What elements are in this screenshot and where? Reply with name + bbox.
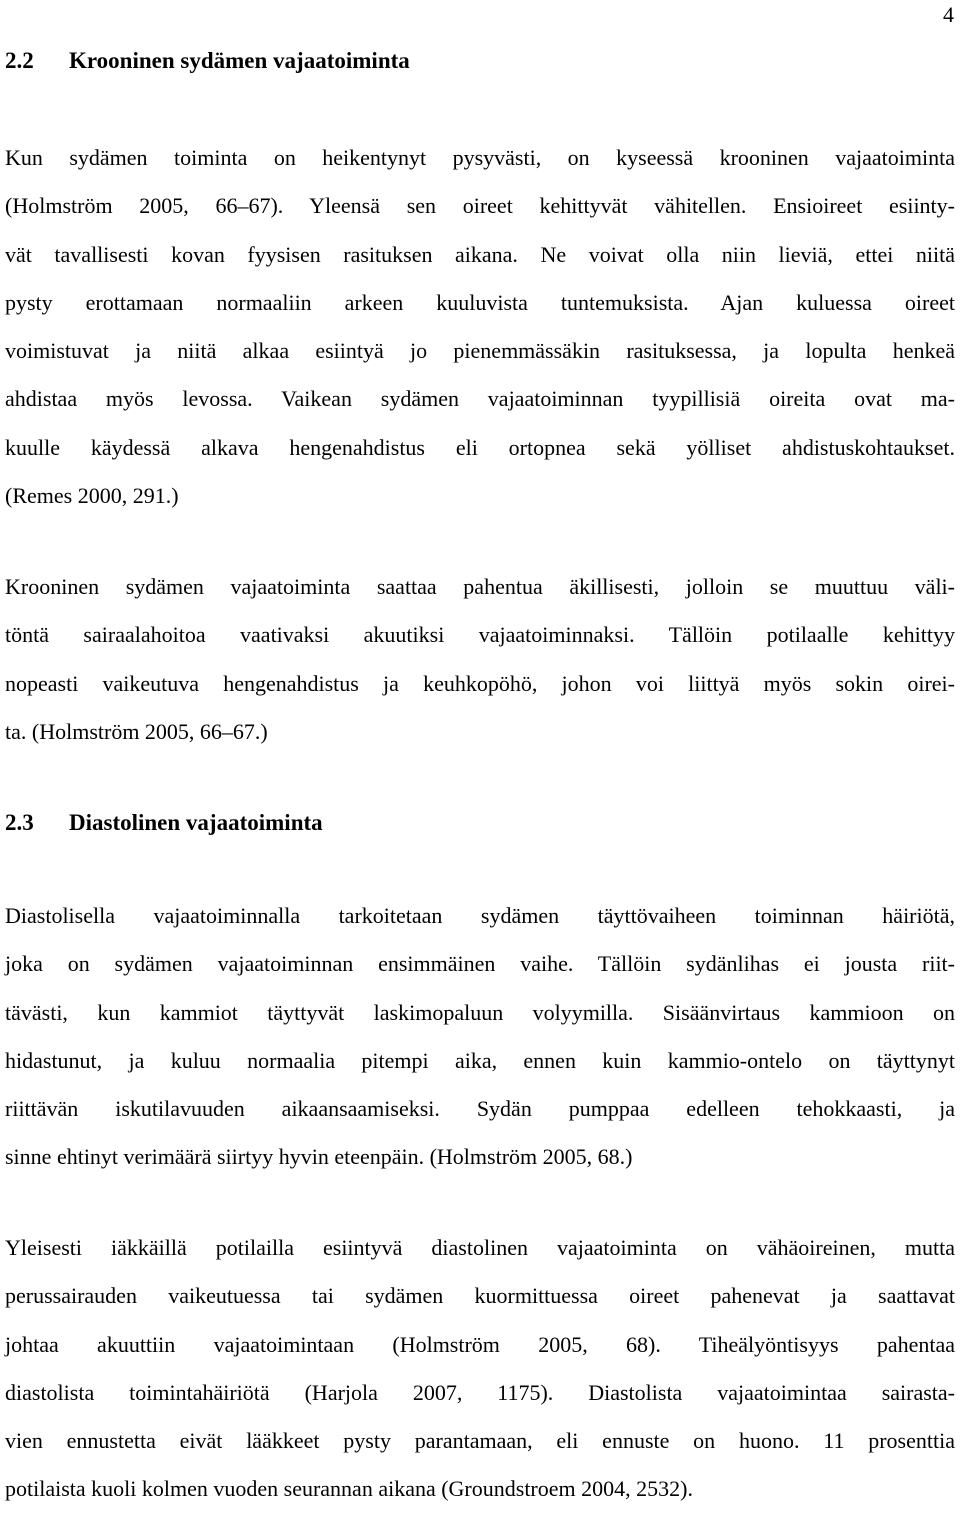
text-line: pysty erottamaan normaaliin arkeen kuuluvista tuntemuksista. Ajan kuluessa oireet	[5, 289, 955, 315]
text-line: vien ennustetta eivät lääkkeet pysty parantamaan, eli ennuste on huono. 11 prosenttia	[5, 1428, 955, 1454]
section-number: 2.2	[5, 48, 34, 73]
text-line: Krooninen sydämen vajaatoiminta saattaa pahentua äkillisesti, jolloin se muuttuu väli-	[5, 574, 955, 599]
paragraph	[5, 1224, 955, 1514]
text-line: johtaa akuuttiin vajaatoimintaan (Holmström 2005, 68). Tiheälyöntisyys pahentaa	[5, 1331, 955, 1357]
page-number: 4	[943, 2, 954, 27]
section-title: Diastolinen vajaatoiminta	[69, 810, 323, 835]
text-line: vät tavallisesti kovan fyysisen rasituksen aikana. Ne voivat olla niin lieviä, ettei niitä	[5, 241, 955, 267]
paragraph	[5, 134, 955, 520]
text-line: Kun sydämen toiminta on heikentynyt pysyvästi, on kyseessä krooninen vajaatoiminta	[5, 145, 955, 170]
text-line: (Remes 2000, 291.)	[5, 483, 179, 509]
text-line: ahdistaa myös levossa. Vaikean sydämen vajaatoiminnan tyypillisiä oireita ovat ma-	[5, 386, 955, 412]
text-line: (Holmström 2005, 66–67). Yleensä sen oireet kehittyvät vähitellen. Ensioireet esiinty-	[5, 193, 955, 219]
paragraph	[5, 563, 955, 756]
text-line: diastolista toimintahäiriötä (Harjola 2007, 1175). Diastolista vajaatoimintaa sairasta-	[5, 1379, 955, 1405]
paragraph	[5, 892, 955, 1182]
text-line: sinne ehtinyt verimäärä siirtyy hyvin eteenpäin. (Holmström 2005, 68.)	[5, 1144, 633, 1170]
text-line: hidastunut, ja kuluu normaalia pitempi aika, ennen kuin kammio-ontelo on täyttynyt	[5, 1047, 955, 1073]
section-number: 2.3	[5, 810, 34, 835]
text-line: Diastolisella vajaatoiminnalla tarkoitetaan sydämen täyttövaiheen toiminnan häiriötä,	[5, 903, 955, 928]
text-line: kuulle käydessä alkava hengenahdistus eli ortopnea sekä yölliset ahdistuskohtaukset.	[5, 434, 955, 460]
section-title: Krooninen sydämen vajaatoiminta	[69, 48, 410, 73]
text-line: joka on sydämen vajaatoiminnan ensimmäinen vaihe. Tällöin sydänlihas ei jousta riit-	[5, 951, 955, 977]
text-line: töntä sairaalahoitoa vaativaksi akuutiksi vajaatoiminnaksi. Tällöin potilaalle kehittyy	[5, 622, 955, 648]
text-line: ta. (Holmström 2005, 66–67.)	[5, 718, 268, 744]
text-line: Yleisesti iäkkäillä potilailla esiintyvä diastolinen vajaatoiminta on vähäoireinen, mutta	[5, 1235, 955, 1260]
section-heading	[5, 808, 323, 838]
text-line: tävästi, kun kammiot täyttyvät laskimopaluun volyymilla. Sisäänvirtaus kammioon on	[5, 999, 955, 1025]
text-line: riittävän iskutilavuuden aikaansaamiseksi. Sydän pumppaa edelleen tehokkaasti, ja	[5, 1096, 955, 1122]
text-line: nopeasti vaikeutuva hengenahdistus ja keuhkopöhö, johon voi liittyä myös sokin oirei-	[5, 670, 955, 696]
section-heading	[5, 46, 410, 76]
text-line: perussairauden vaikeutuessa tai sydämen kuormittuessa oireet pahenevat ja saattavat	[5, 1283, 955, 1309]
text-line: potilaista kuoli kolmen vuoden seurannan aikana (Groundstroem 2004, 2532).	[5, 1476, 693, 1502]
text-line: voimistuvat ja niitä alkaa esiintyä jo pienemmässäkin rasituksessa, ja lopulta henkeä	[5, 338, 955, 364]
